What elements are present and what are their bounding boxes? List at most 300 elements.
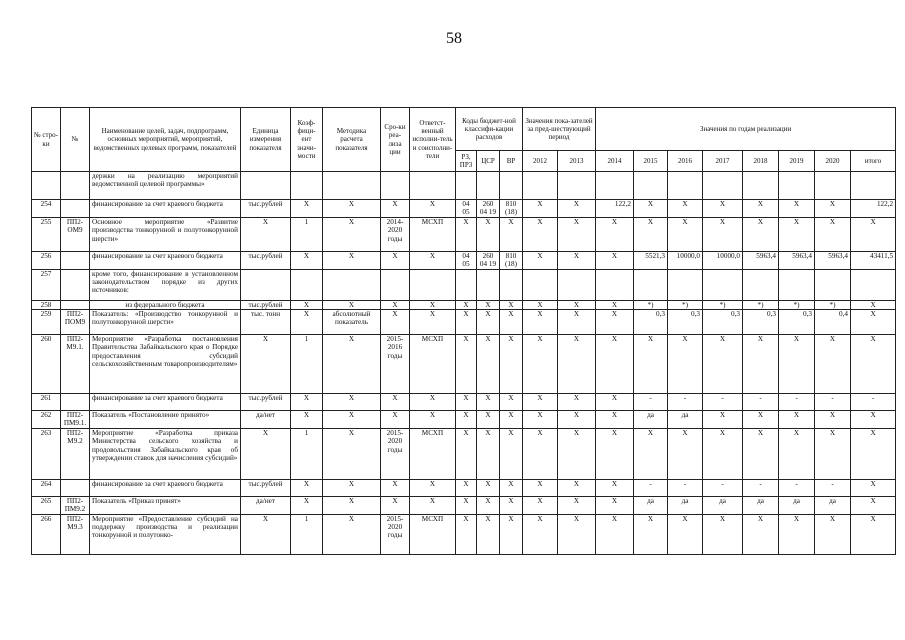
row-2020 bbox=[815, 269, 851, 300]
table-body bbox=[32, 172, 896, 555]
header-2017: 2017 bbox=[703, 151, 743, 172]
row-2017 bbox=[703, 172, 743, 200]
row-2019: X bbox=[779, 514, 815, 554]
row-2019: *) bbox=[779, 300, 815, 309]
table-row bbox=[32, 335, 896, 394]
row-2016: 0,3 bbox=[668, 310, 703, 335]
row-2017: *) bbox=[703, 300, 743, 309]
row-2015: да bbox=[634, 411, 668, 429]
row-name: Основное мероприятие «Развитие производства тонкорунной и полутонкорунной шерсти» bbox=[90, 217, 241, 251]
row-number: 265 bbox=[32, 496, 61, 514]
row-2014: X bbox=[596, 496, 634, 514]
row-2020: - bbox=[815, 394, 851, 411]
row-2019: да bbox=[779, 496, 815, 514]
row-2018: *) bbox=[743, 300, 779, 309]
row-csr: X bbox=[477, 394, 500, 411]
row-coef: 1 bbox=[291, 514, 323, 554]
table-row bbox=[32, 200, 896, 218]
row-coef: X bbox=[291, 411, 323, 429]
row-term: X bbox=[381, 496, 410, 514]
row-method: X bbox=[323, 411, 381, 429]
row-vr: X bbox=[500, 514, 523, 554]
row-unit: да/нет bbox=[241, 496, 291, 514]
row-2013: X bbox=[558, 335, 596, 394]
row-csr: X bbox=[477, 496, 500, 514]
header-responsible: Ответст-венный исполни-тель и соисполни-тели bbox=[410, 108, 456, 172]
row-coef: X bbox=[291, 300, 323, 309]
row-2020: X bbox=[815, 514, 851, 554]
row-unit: тыс.рублей bbox=[241, 479, 291, 496]
row-2012: X bbox=[523, 394, 558, 411]
row-coef: X bbox=[291, 496, 323, 514]
row-resp: X bbox=[410, 200, 456, 218]
row-code: ПП2-ПОМ9 bbox=[61, 310, 90, 335]
row-vr: X bbox=[500, 428, 523, 479]
row-2014: X bbox=[596, 310, 634, 335]
row-name: Мероприятие «Разработка приказа Министерства сельского хозяйства и продовольствия Забайкальского края об утверждении ставок для начисления субсидий» bbox=[90, 428, 241, 479]
row-2018: X bbox=[743, 217, 779, 251]
row-2016: да bbox=[668, 411, 703, 429]
row-resp bbox=[410, 269, 456, 300]
row-code bbox=[61, 479, 90, 496]
row-number bbox=[32, 172, 61, 200]
header-2013: 2013 bbox=[558, 151, 596, 172]
row-2017: X bbox=[703, 514, 743, 554]
row-method: X bbox=[323, 479, 381, 496]
row-2019: X bbox=[779, 200, 815, 218]
row-csr: X bbox=[477, 514, 500, 554]
row-2019: 5963,4 bbox=[779, 251, 815, 269]
row-2015: X bbox=[634, 514, 668, 554]
row-coef: X bbox=[291, 251, 323, 269]
row-2015: X bbox=[634, 428, 668, 479]
row-name: Показатель «Постановление принято» bbox=[90, 411, 241, 429]
row-2016: *) bbox=[668, 300, 703, 309]
table-row bbox=[32, 251, 896, 269]
row-vr: X bbox=[500, 496, 523, 514]
row-2016: X bbox=[668, 514, 703, 554]
row-2012 bbox=[523, 172, 558, 200]
row-term: X bbox=[381, 310, 410, 335]
row-2019: X bbox=[779, 411, 815, 429]
row-unit: да/нет bbox=[241, 411, 291, 429]
row-method: X bbox=[323, 251, 381, 269]
row-2018: - bbox=[743, 394, 779, 411]
row-2018 bbox=[743, 172, 779, 200]
row-term: X bbox=[381, 479, 410, 496]
row-2015: - bbox=[634, 394, 668, 411]
row-resp: МСХП bbox=[410, 514, 456, 554]
header-2012: 2012 bbox=[523, 151, 558, 172]
row-code bbox=[61, 300, 90, 309]
row-resp: X bbox=[410, 394, 456, 411]
header-method: Методика расчета показателя bbox=[323, 108, 381, 172]
row-2015: X bbox=[634, 217, 668, 251]
row-2016: X bbox=[668, 428, 703, 479]
header-coef: Коэф-фици-ент значи-мости bbox=[291, 108, 323, 172]
row-vr bbox=[500, 172, 523, 200]
row-2016: - bbox=[668, 394, 703, 411]
row-number: 259 bbox=[32, 310, 61, 335]
row-unit: тыс.рублей bbox=[241, 300, 291, 309]
row-coef: X bbox=[291, 394, 323, 411]
row-rz: X bbox=[456, 300, 477, 309]
row-number: 255 bbox=[32, 217, 61, 251]
row-name: финансирование за счет краевого бюджета bbox=[90, 394, 241, 411]
row-number: 257 bbox=[32, 269, 61, 300]
table-row bbox=[32, 172, 896, 200]
row-2019: X bbox=[779, 428, 815, 479]
row-csr: X bbox=[477, 479, 500, 496]
row-name: финансирование за счет краевого бюджета bbox=[90, 200, 241, 218]
row-unit bbox=[241, 269, 291, 300]
row-csr bbox=[477, 172, 500, 200]
row-2013: X bbox=[558, 514, 596, 554]
row-2014: X bbox=[596, 479, 634, 496]
row-2017: X bbox=[703, 428, 743, 479]
row-rz: X bbox=[456, 428, 477, 479]
row-code: ПП2-ПМ9.2 bbox=[61, 496, 90, 514]
row-2017: - bbox=[703, 394, 743, 411]
table-row bbox=[32, 310, 896, 335]
header-2015: 2015 bbox=[634, 151, 668, 172]
row-name: финансирование за счет краевого бюджета bbox=[90, 251, 241, 269]
row-2017: X bbox=[703, 411, 743, 429]
row-2013: X bbox=[558, 496, 596, 514]
row-coef: 1 bbox=[291, 428, 323, 479]
header-2014: 2014 bbox=[596, 151, 634, 172]
row-number: 264 bbox=[32, 479, 61, 496]
row-name: финансирование за счет краевого бюджета bbox=[90, 479, 241, 496]
row-resp bbox=[410, 172, 456, 200]
table-row bbox=[32, 394, 896, 411]
row-rz: 04 05 bbox=[456, 251, 477, 269]
row-2017: X bbox=[703, 200, 743, 218]
row-rz bbox=[456, 172, 477, 200]
row-csr: 260 04 19 bbox=[477, 251, 500, 269]
row-2016: X bbox=[668, 217, 703, 251]
row-2015 bbox=[634, 269, 668, 300]
row-total: X bbox=[851, 479, 896, 496]
row-code: ПП2-ОМ9 bbox=[61, 217, 90, 251]
row-number: 258 bbox=[32, 300, 61, 309]
row-2012: X bbox=[523, 428, 558, 479]
row-resp: X bbox=[410, 310, 456, 335]
row-csr: 260 04 19 bbox=[477, 200, 500, 218]
row-2017: да bbox=[703, 496, 743, 514]
row-2018: 5963,4 bbox=[743, 251, 779, 269]
row-term: 2015-2020 годы bbox=[381, 428, 410, 479]
header-vr: ВР bbox=[500, 151, 523, 172]
row-number: 260 bbox=[32, 335, 61, 394]
row-term bbox=[381, 172, 410, 200]
row-2013: X bbox=[558, 200, 596, 218]
row-2020: 5963,4 bbox=[815, 251, 851, 269]
row-rz bbox=[456, 269, 477, 300]
row-name: Показатель: «Производство тонкорунной и полутонкорунной шерсти» bbox=[90, 310, 241, 335]
row-2020: 0,4 bbox=[815, 310, 851, 335]
row-2017: 10000,0 bbox=[703, 251, 743, 269]
row-2015: X bbox=[634, 335, 668, 394]
row-vr: X bbox=[500, 310, 523, 335]
row-2012: X bbox=[523, 300, 558, 309]
row-2015 bbox=[634, 172, 668, 200]
row-2015: - bbox=[634, 479, 668, 496]
row-2016 bbox=[668, 172, 703, 200]
header-unit: Единица измерения показателя bbox=[241, 108, 291, 172]
table-row bbox=[32, 428, 896, 479]
row-rz: X bbox=[456, 411, 477, 429]
row-number: 254 bbox=[32, 200, 61, 218]
header-row-no: № стро-ки bbox=[32, 108, 61, 172]
row-total: 43411,5 bbox=[851, 251, 896, 269]
row-csr: X bbox=[477, 335, 500, 394]
row-2012: X bbox=[523, 514, 558, 554]
row-2012: X bbox=[523, 217, 558, 251]
row-2018: X bbox=[743, 200, 779, 218]
row-unit: тыс. тонн bbox=[241, 310, 291, 335]
row-2020 bbox=[815, 172, 851, 200]
row-csr: X bbox=[477, 310, 500, 335]
row-2014: X bbox=[596, 300, 634, 309]
row-2020: X bbox=[815, 200, 851, 218]
row-term: X bbox=[381, 200, 410, 218]
row-csr: X bbox=[477, 411, 500, 429]
row-resp: X bbox=[410, 411, 456, 429]
row-total: X bbox=[851, 514, 896, 554]
row-code: ПП2-М9.3 bbox=[61, 514, 90, 554]
row-method: X bbox=[323, 217, 381, 251]
row-2014: X bbox=[596, 394, 634, 411]
row-2015: *) bbox=[634, 300, 668, 309]
row-2020: X bbox=[815, 217, 851, 251]
row-2019: X bbox=[779, 217, 815, 251]
row-2015: X bbox=[634, 200, 668, 218]
header-csr: ЦСР bbox=[477, 151, 500, 172]
table-row bbox=[32, 269, 896, 300]
row-2012: X bbox=[523, 310, 558, 335]
row-2017: X bbox=[703, 335, 743, 394]
row-term: X bbox=[381, 394, 410, 411]
row-2016: 10000,0 bbox=[668, 251, 703, 269]
header-terms: Сро-ки реа-лиза ции bbox=[381, 108, 410, 172]
row-name: Мероприятие «Разработка постановления Правительства Забайкальского края о Порядке предоставления субсидий сельскохозяйственным товаропроизводителям» bbox=[90, 335, 241, 394]
row-2015: 0,3 bbox=[634, 310, 668, 335]
row-term: 2015-2020 годы bbox=[381, 514, 410, 554]
row-rz: X bbox=[456, 310, 477, 335]
row-rz: X bbox=[456, 335, 477, 394]
row-2012: X bbox=[523, 411, 558, 429]
row-name: держки на реализацию мероприятий ведомственной целевой программы» bbox=[90, 172, 241, 200]
row-2013 bbox=[558, 172, 596, 200]
row-2019: 0,3 bbox=[779, 310, 815, 335]
row-2020: - bbox=[815, 479, 851, 496]
row-term: 2014-2020 годы bbox=[381, 217, 410, 251]
row-2012: X bbox=[523, 200, 558, 218]
row-2020: X bbox=[815, 335, 851, 394]
row-term: X bbox=[381, 300, 410, 309]
row-code bbox=[61, 172, 90, 200]
row-total: X bbox=[851, 300, 896, 309]
row-2017: 0,3 bbox=[703, 310, 743, 335]
row-coef bbox=[291, 269, 323, 300]
row-resp: X bbox=[410, 479, 456, 496]
table-row bbox=[32, 217, 896, 251]
row-2018: X bbox=[743, 428, 779, 479]
row-2014: X bbox=[596, 514, 634, 554]
header-name: Наименование целей, задач, подпрограмм, основных мероприятий, мероприятий, ведомственных целевых программ, показателей bbox=[90, 108, 241, 172]
row-2012: X bbox=[523, 335, 558, 394]
row-term: 2015-2016 годы bbox=[381, 335, 410, 394]
row-number: 262 bbox=[32, 411, 61, 429]
row-term: X bbox=[381, 251, 410, 269]
row-vr: X bbox=[500, 300, 523, 309]
row-2013: X bbox=[558, 217, 596, 251]
row-total bbox=[851, 269, 896, 300]
row-resp: X bbox=[410, 496, 456, 514]
row-2018: 0,3 bbox=[743, 310, 779, 335]
row-2012 bbox=[523, 269, 558, 300]
row-total: X bbox=[851, 428, 896, 479]
header-num: № bbox=[61, 108, 90, 172]
row-unit: тыс.рублей bbox=[241, 394, 291, 411]
row-2013 bbox=[558, 269, 596, 300]
row-code: ПП2-М9.1. bbox=[61, 335, 90, 394]
row-unit: тыс.рублей bbox=[241, 251, 291, 269]
row-coef: X bbox=[291, 310, 323, 335]
row-vr: X bbox=[500, 217, 523, 251]
row-resp: X bbox=[410, 251, 456, 269]
row-2018: X bbox=[743, 335, 779, 394]
row-2014: X bbox=[596, 217, 634, 251]
header-2020: 2020 bbox=[815, 151, 851, 172]
row-code bbox=[61, 200, 90, 218]
row-2019: X bbox=[779, 335, 815, 394]
row-total: X bbox=[851, 217, 896, 251]
row-2014: 122,2 bbox=[596, 200, 634, 218]
row-number: 256 bbox=[32, 251, 61, 269]
row-2012: X bbox=[523, 251, 558, 269]
row-name: кроме того, финансирование в установленном законодательством порядке из других источников: bbox=[90, 269, 241, 300]
row-2012: X bbox=[523, 496, 558, 514]
row-rz: X bbox=[456, 496, 477, 514]
row-2017: - bbox=[703, 479, 743, 496]
row-name: Мероприятие «Предоставление субсидий на поддержку производства и реализации тонкорунной и полутонко- bbox=[90, 514, 241, 554]
row-2019 bbox=[779, 172, 815, 200]
header-budget-codes: Коды бюджет-ной классифи-кации расходов bbox=[456, 108, 523, 151]
row-method: X bbox=[323, 335, 381, 394]
row-total: X bbox=[851, 310, 896, 335]
row-method: X bbox=[323, 300, 381, 309]
row-total: X bbox=[851, 496, 896, 514]
row-vr: X bbox=[500, 335, 523, 394]
header-2018: 2018 bbox=[743, 151, 779, 172]
row-2013: X bbox=[558, 251, 596, 269]
row-unit: X bbox=[241, 217, 291, 251]
row-unit: X bbox=[241, 514, 291, 554]
row-method: X bbox=[323, 496, 381, 514]
row-term: X bbox=[381, 411, 410, 429]
row-coef: 1 bbox=[291, 217, 323, 251]
row-unit bbox=[241, 172, 291, 200]
row-2016: - bbox=[668, 479, 703, 496]
row-method bbox=[323, 172, 381, 200]
row-2016 bbox=[668, 269, 703, 300]
table-row bbox=[32, 496, 896, 514]
row-rz: X bbox=[456, 394, 477, 411]
row-number: 266 bbox=[32, 514, 61, 554]
row-rz: X bbox=[456, 514, 477, 554]
row-code bbox=[61, 394, 90, 411]
table-row bbox=[32, 411, 896, 429]
row-2014: X bbox=[596, 251, 634, 269]
page-number: 58 bbox=[446, 30, 462, 47]
row-resp: МСХП bbox=[410, 335, 456, 394]
row-2017: X bbox=[703, 217, 743, 251]
row-2013: X bbox=[558, 394, 596, 411]
row-2014: X bbox=[596, 411, 634, 429]
row-vr: X bbox=[500, 394, 523, 411]
row-resp: X bbox=[410, 300, 456, 309]
row-2015: да bbox=[634, 496, 668, 514]
table-row bbox=[32, 479, 896, 496]
header-rz: РЗ, ПР3 bbox=[456, 151, 477, 172]
table-row bbox=[32, 514, 896, 554]
row-term bbox=[381, 269, 410, 300]
row-total bbox=[851, 172, 896, 200]
row-2016: X bbox=[668, 335, 703, 394]
row-method: X bbox=[323, 200, 381, 218]
row-method: абсолютный показатель bbox=[323, 310, 381, 335]
row-coef: X bbox=[291, 200, 323, 218]
row-2018: да bbox=[743, 496, 779, 514]
row-method: X bbox=[323, 394, 381, 411]
row-vr: X bbox=[500, 479, 523, 496]
row-2012: X bbox=[523, 479, 558, 496]
row-csr: X bbox=[477, 428, 500, 479]
row-csr: X bbox=[477, 300, 500, 309]
row-unit: X bbox=[241, 335, 291, 394]
row-2020: X bbox=[815, 411, 851, 429]
row-vr bbox=[500, 269, 523, 300]
row-unit: тыс.рублей bbox=[241, 200, 291, 218]
row-csr: X bbox=[477, 217, 500, 251]
row-resp: МСХП bbox=[410, 428, 456, 479]
header-total: итого bbox=[851, 151, 896, 172]
header-values-years: Значения по годам реализации bbox=[596, 108, 896, 151]
row-method: X bbox=[323, 514, 381, 554]
row-number: 261 bbox=[32, 394, 61, 411]
row-code: ПП2-ПМ9.1. bbox=[61, 411, 90, 429]
table-row bbox=[32, 300, 896, 309]
header-2019: 2019 bbox=[779, 151, 815, 172]
row-2018: - bbox=[743, 479, 779, 496]
row-2014 bbox=[596, 269, 634, 300]
row-coef: X bbox=[291, 479, 323, 496]
row-2018 bbox=[743, 269, 779, 300]
row-2019: - bbox=[779, 479, 815, 496]
row-name: из федерального бюджета bbox=[90, 300, 241, 309]
row-coef: 1 bbox=[291, 335, 323, 394]
row-number: 263 bbox=[32, 428, 61, 479]
row-2018: X bbox=[743, 411, 779, 429]
row-total: X bbox=[851, 335, 896, 394]
row-2019: - bbox=[779, 394, 815, 411]
row-2013: X bbox=[558, 411, 596, 429]
row-2014: X bbox=[596, 428, 634, 479]
row-total: 122,2 bbox=[851, 200, 896, 218]
row-2020: X bbox=[815, 428, 851, 479]
